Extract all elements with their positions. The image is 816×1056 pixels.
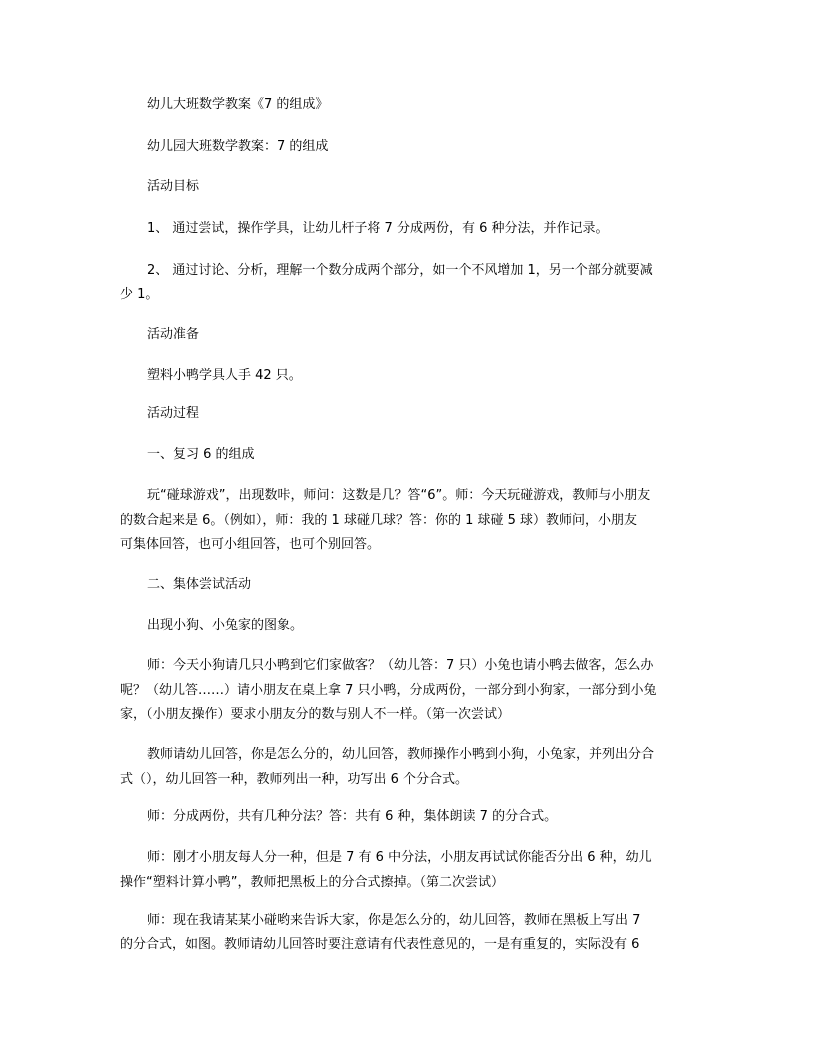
para-2: 出现小狗、小兔家的图象。 [147,618,304,633]
para-7-line-1: 师：现在我请某某小碰哟来告诉大家，你是怎么分的，幼儿回答，教师在黑板上写出 7 [147,913,641,928]
section-1-heading: 一、复习 6 的组成 [147,447,255,462]
para-5: 师：分成两份，共有几种分法？答：共有 6 种，集体朗读 7 的分合式。 [147,809,558,824]
para-7-line-2: 的分合式，如图。教师请幼儿回答时要注意请有代表性意见的，一是有重复的，实际没有 6 [120,937,640,952]
para-4-line-2: 式（），幼儿回答一种，教师列出一种，功写出 6 个分合式。 [120,772,469,787]
heading-prep: 活动准备 [147,327,200,342]
para-6-line-1: 师：刚才小朋友每人分一种，但是 7 有 6 中分法，小朋友再试试你能否分出 6 种，幼儿 [147,850,652,865]
heading-process: 活动过程 [147,406,200,421]
para-6-line-2: 操作“塑料计算小鸭”，教师把黑板上的分合式擦掉。（第二次尝试） [120,875,504,890]
prep-text: 塑料小鸭学具人手 42 只。 [147,368,302,383]
goal-1: 1、 通过尝试，操作学具，让幼儿杆子将 7 分成两份，有 6 种分法，并作记录。 [147,221,609,236]
para-1-line-2: 的数合起来是 6。（例如），师：我的 1 球碰几球？答：你的 1 球碰 5 球）教师问，小朋友 [120,513,638,528]
para-4-line-1: 教师请幼儿回答，你是怎么分的，幼儿回答，教师操作小鸭到小狗，小兔家，并列出分合 [147,747,655,762]
goal-2-line-2: 少 1。 [120,287,159,302]
heading-goals: 活动目标 [147,179,200,194]
section-2-heading: 二、集体尝试活动 [147,577,252,592]
para-3-line-2: 呢？（幼儿答……）请小朋友在桌上拿 7 只小鸭，分成两份，一部分到小狗家，一部分到小兔 [120,683,657,698]
goal-2-line-1: 2、 通过讨论、分析，理解一个数分成两个部分，如一个不风增加 1，另一个部分就要减 [147,263,653,278]
para-1-line-1: 玩“碰球游戏”，出现数咔，师问：这数是几？答“6”。师：今天玩碰游戏，教师与小朋友 [147,488,651,503]
para-3-line-1: 师：今天小狗请几只小鸭到它们家做客？（幼儿答：7 只）小兔也请小鸭去做客，怎么办 [147,658,654,673]
document-title: 幼儿大班数学教案《7 的组成》 [147,97,329,112]
para-3-line-3: 家，（小朋友操作）要求小朋友分的数与别人不一样。（第一次尝试） [120,707,511,722]
para-1-line-3: 可集体回答，也可小组回答，也可个别回答。 [120,537,381,552]
document-subtitle: 幼儿园大班数学教案：7 的组成 [147,139,329,154]
